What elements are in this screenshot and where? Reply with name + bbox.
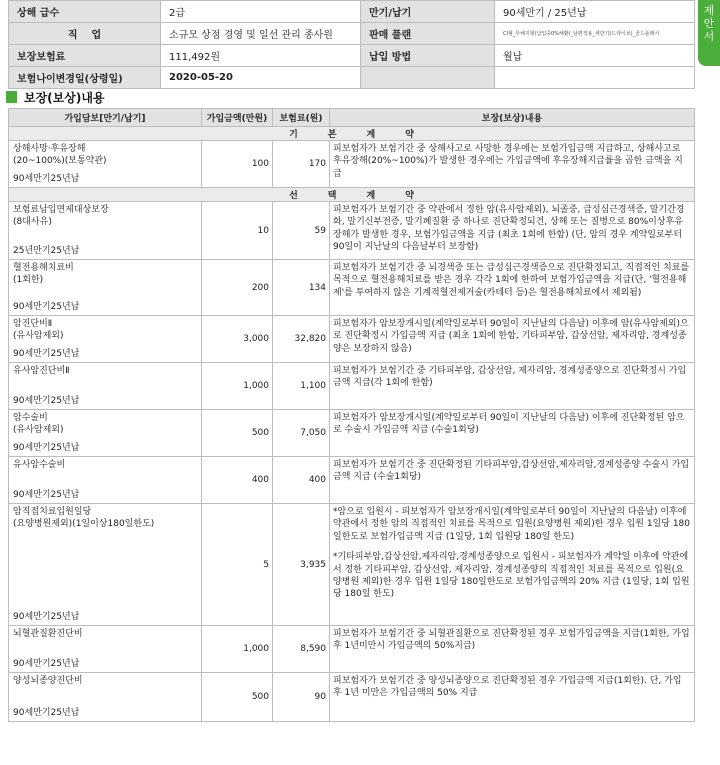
coverage-name-cell	[9, 202, 202, 260]
coverage-amount: 500	[202, 673, 273, 722]
header-premium: 보험료(원)	[273, 109, 330, 127]
info-value: 90세만기 / 25년납	[495, 1, 695, 23]
description-text: 피보험자가 보험기간 중 상해사고로 사망한 경우에는 보험가입금액 지급하고, 상해사고로 후유장해(20%~100%)가 발생한 경우에는 가입금액에 후유장해지급률을 곱한 금액을 지급	[333, 144, 683, 179]
side-tab-proposal[interactable]	[698, 0, 720, 66]
coverage-row	[9, 673, 695, 722]
coverage-premium: 59	[273, 202, 330, 260]
coverage-row	[9, 626, 695, 673]
coverage-period: 90세만기25년납	[13, 349, 80, 359]
info-label: 보장보험료	[9, 45, 161, 67]
coverage-name-cell	[9, 673, 202, 722]
coverage-name: 유사암수술비	[13, 460, 66, 470]
coverage-row	[9, 363, 695, 410]
info-value: 월납	[495, 45, 695, 67]
info-row	[9, 45, 695, 67]
coverage-amount: 10	[202, 202, 273, 260]
description-text: 피보험자가 암보장개시일(계약일로부터 90일이 지난날의 다음날) 이후에 암(유사암제외)으로 진단확정시 가입금액 지급 (최초 1회에 한함, 기타피부암, 갑상선암, 제자리암, 경계성종양은 보장하지 않음)	[333, 319, 689, 354]
side-tab-label: 제안서	[703, 4, 715, 43]
info-value: 2020-05-20	[161, 67, 361, 89]
coverage-premium: 8,590	[273, 626, 330, 673]
coverage-name-cell	[9, 316, 202, 363]
description-text: 피보험자가 보험기간 중 뇌경색증 또는 급성심근경색증으로 진단확정되고, 직접적인 치료를 목적으로 혈전용해치료를 받은 경우 각각 1회에 한하여 보험가입금액을 지급(단, '혈전용해제'를 투여하지 않은 기계적혈전제거술(카테터 등)은 혈전용해치료에서 제외됨)	[333, 263, 690, 298]
coverage-row	[9, 260, 695, 316]
coverage-period: 25년만기25년납	[13, 246, 80, 256]
description-text: *암으로 입원시 - 피보험자가 암보장개시일(계약일로부터 90일이 지난날의 다음날) 이후에 약관에서 정한 암의 직접적인 치료를 목적으로 입원(요양병원 제외)한 경우 입원 1일당 180일한도로 보험가입금액 지급 (1일당, 1회 입원당 180일 한도)	[333, 507, 690, 542]
coverage-name: 뇌혈관질환진단비	[13, 629, 83, 639]
description-text: 피보험자가 보험기간 중 양성뇌종양으로 진단확정된 경우 가입금액 지급(1회한). 단, 가입 후 1년 미만은 가입금액의 50% 지급	[333, 676, 682, 699]
coverage-amount: 200	[202, 260, 273, 316]
header-amount: 가입금액(만원)	[202, 109, 273, 127]
coverage-name-cell	[9, 363, 202, 410]
description-text: 피보험자가 보험기간 중 약관에서 정한 암(유사암제외), 뇌졸중, 급성심근경색증, 말기간경화, 말기신부전증, 말기폐질환 중 하나로 진단확정되건, 상해 또는 질병으로 80%이상후유장해가 발생한 경우, 보험가입금액을 지급 (최초 1회에 한함) (단, 암의 경우 계약일로부터 90일이 지난날의 다음날부터 보장함)	[333, 205, 685, 253]
coverage-name: 보험료납입면제대상보장 (8대사유)	[13, 205, 109, 227]
info-value: 소규모 상점 경영 및 일선 관리 종사원	[161, 23, 361, 45]
coverage-amount: 500	[202, 410, 273, 457]
coverage-name: 유사암진단비Ⅱ	[13, 366, 70, 376]
description-text: *기타피부암,갑상선암,제자리암,경계성종양으로 입원시 - 피보험자가 계약일 이후에 약관에서 정한 기타피부암, 갑상선암, 제자리암, 경계성종양의 직접적인 치료를 목적으로 입원(요양병원 제외)한 경우 입원 1일당 180일한도로 보험가입금액의 20% 지급 (1일당, 1회 입원당 180일 한도)	[333, 552, 690, 600]
coverage-premium: 3,935	[273, 504, 330, 626]
coverage-description	[330, 626, 695, 673]
coverage-name: 상해사망·후유장해 (20~100%)(보통약관)	[13, 144, 107, 166]
coverage-period: 90세만기25년납	[13, 302, 80, 312]
coverage-amount: 100	[202, 141, 273, 188]
description-text: 피보험자가 암보장개시일(계약일로부터 90일이 지난날의 다음날) 이후에 진단확정된 암으로 수술시 가입금액 지급 (수술1회당)	[333, 413, 685, 436]
coverage-description	[330, 363, 695, 410]
info-value: 111,492원	[161, 45, 361, 67]
info-row	[9, 67, 695, 89]
coverage-row	[9, 504, 695, 626]
coverage-description	[330, 260, 695, 316]
coverage-amount: 1,000	[202, 363, 273, 410]
info-value: CI형_무해지형(납입중0%해환)_남편적용_세만기(드라이브)_골드플래시	[495, 23, 695, 45]
coverage-amount: 1,000	[202, 626, 273, 673]
coverage-amount: 400	[202, 457, 273, 504]
coverage-name: 혈전용해치료비 (1회한)	[13, 263, 74, 285]
info-value	[495, 67, 695, 89]
coverage-premium: 1,100	[273, 363, 330, 410]
info-label	[361, 67, 495, 89]
info-label: 직 업	[9, 23, 161, 45]
coverage-name: 암직접치료입원일당 (요양병원제외)(1일이상180일한도)	[13, 507, 155, 529]
header-coverage: 가입담보[만기/납기]	[9, 109, 202, 127]
info-label: 만기/납기	[361, 1, 495, 23]
coverage-name-cell	[9, 260, 202, 316]
info-row	[9, 23, 695, 45]
coverage-name: 암수술비 (유사암제외)	[13, 413, 64, 435]
section-marker	[6, 91, 17, 103]
coverage-row	[9, 410, 695, 457]
coverage-name: 암진단비Ⅱ (유사암제외)	[13, 319, 64, 341]
coverage-period: 90세만기25년납	[13, 708, 80, 718]
coverage-description	[330, 504, 695, 626]
section-heading	[6, 89, 206, 105]
band-label: 선택계약	[9, 188, 695, 202]
coverage-name-cell	[9, 457, 202, 504]
info-label: 상해 급수	[9, 1, 161, 23]
coverage-description	[330, 141, 695, 188]
coverage-period: 90세만기25년납	[13, 443, 80, 453]
coverage-name: 양성뇌종양진단비	[13, 676, 83, 686]
header-description: 보장(보상)내용	[330, 109, 695, 127]
coverage-premium: 90	[273, 673, 330, 722]
coverage-row	[9, 457, 695, 504]
coverage-period: 90세만기25년납	[13, 659, 80, 669]
info-label: 판매 플랜	[361, 23, 495, 45]
coverage-premium: 7,050	[273, 410, 330, 457]
band-label: 기본계약	[9, 127, 695, 141]
coverage-header-row	[9, 109, 695, 127]
coverage-row	[9, 316, 695, 363]
coverage-premium: 134	[273, 260, 330, 316]
coverage-premium: 32,820	[273, 316, 330, 363]
coverage-row	[9, 141, 695, 188]
info-value: 2급	[161, 1, 361, 23]
coverage-name-cell	[9, 410, 202, 457]
policy-info-table	[8, 0, 695, 89]
coverage-amount: 3,000	[202, 316, 273, 363]
coverage-description	[330, 316, 695, 363]
coverage-name-cell	[9, 626, 202, 673]
coverage-amount: 5	[202, 504, 273, 626]
coverage-description	[330, 410, 695, 457]
info-label: 납입 방법	[361, 45, 495, 67]
description-text: 피보험자가 보험기간 중 진단확정된 기타피부암,갑상선암,제자리암,경계성종양 수술시 가입금액 지급 (수술1회당)	[333, 460, 690, 483]
info-row	[9, 1, 695, 23]
coverage-row	[9, 202, 695, 260]
coverage-premium: 170	[273, 141, 330, 188]
description-text: 피보험자가 보험기간 중 기타피부암, 갑상선암, 제자리암, 경계성종양으로 진단확정시 가입금액 지급(각 1회에 한함)	[333, 366, 687, 389]
section-title: 보장(보상)내용	[24, 91, 105, 105]
coverage-description	[330, 457, 695, 504]
coverage-period: 90세만기25년납	[13, 490, 80, 500]
coverage-period: 90세만기25년납	[13, 396, 80, 406]
coverage-name-cell	[9, 504, 202, 626]
description-text: 피보험자가 보험기간 중 뇌혈관질환으로 진단확정된 경우 보험가입금액을 지급(1회한, 가입 후 1년미만시 가입금액의 50%지급)	[333, 629, 690, 652]
coverage-premium: 400	[273, 457, 330, 504]
coverage-table	[8, 108, 695, 722]
coverage-description	[330, 673, 695, 722]
band-row	[9, 188, 695, 202]
coverage-period: 90세만기25년납	[13, 174, 80, 184]
coverage-name-cell	[9, 141, 202, 188]
coverage-period: 90세만기25년납	[13, 612, 80, 622]
info-label: 보험나이변경일(상령일)	[9, 67, 161, 89]
band-row	[9, 127, 695, 141]
coverage-description	[330, 202, 695, 260]
